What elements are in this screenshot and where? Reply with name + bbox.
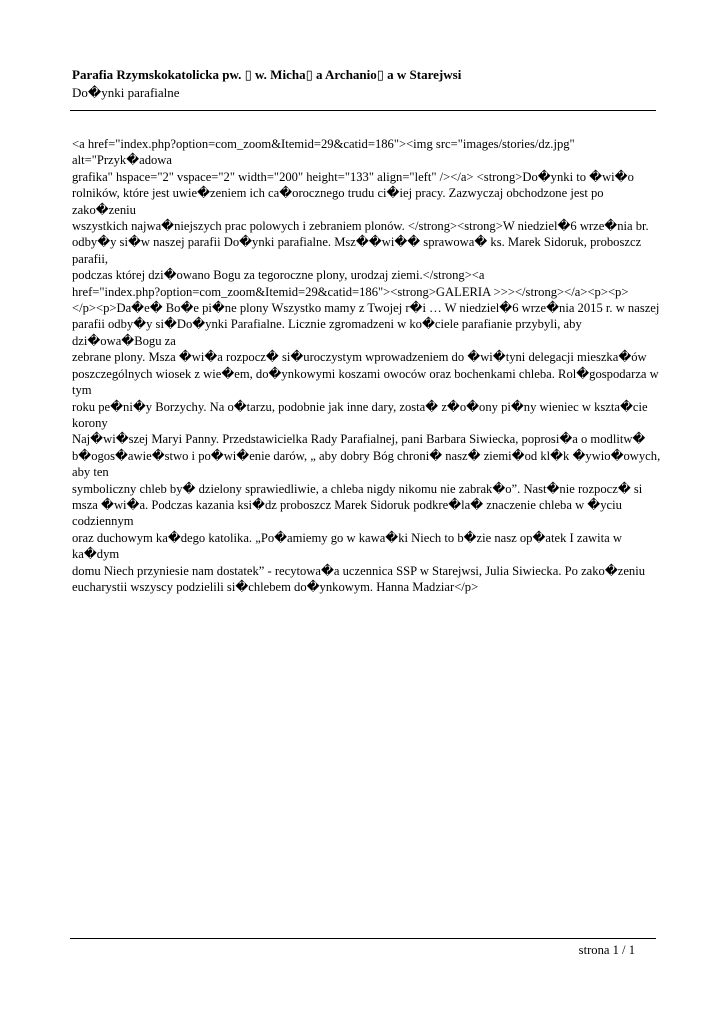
article-subtitle: Do�ynki parafialne	[72, 85, 180, 100]
body-line: grafika" hspace="2" vspace="2" width="200" height="133" align="left" /></a> <strong>Do�ynki to �wi�o	[72, 169, 634, 184]
body-line: poszczególnych wiosek z wie�em, do�ynkowymi koszami owoców oraz bochenkami chleba. Rol�gospodarza w tym	[72, 366, 659, 398]
body-line: Naj�wi�szej Maryi Panny. Przedstawicielka Rady Parafialnej, pani Barbara Siwiecka, poprosi�a o modlitw�	[72, 432, 646, 447]
body-line: podczas której dzi�owano Bogu za tegoroczne plony, urodzaj ziemi.</strong><a	[72, 268, 485, 283]
body-line: odby�y si�w naszej parafii Do�ynki parafialne. Msz��wi�� sprawowa� ks. Marek Sidoruk, proboszcz parafii,	[72, 235, 642, 266]
body-line: <a href="index.php?option=com_zoom&Itemid=29&catid=186"><img src="images/stories/dz.jpg" alt="Przyk�adowa	[72, 137, 575, 168]
document-header	[72, 66, 657, 101]
body-line: msza �wi�a. Podczas kazania ksi�dz proboszcz Marek Sidoruk podkre�la� znaczenie chleba w �yciu codziennym	[72, 497, 622, 529]
body-line: parafii odby�y si�Do�ynki Parafialne. Licznie zgromadzeni w ko�ciele parafianie przybyli, aby dzi�owa�Bogu za	[72, 317, 582, 348]
body-line: eucharystii wszyscy podzielili si�chlebem do�ynkowym. Hanna Madziar</p>	[72, 579, 479, 594]
body-line: wszystkich najwa�niejszych prac polowych i zebraniem plonów. </strong><strong>W niedziel�6 wrze�nia br.	[72, 219, 649, 234]
parish-title: Parafia Rzymskokatolicka pw. ▯ w. Micha▯ a Archanio▯ a w Starejwsi	[72, 67, 462, 82]
body-line: symboliczny chleb by� dzielony sprawiedliwie, a chleba nigdy nikomu nie zabrak�o”. Nast�nie rozpocz� si	[72, 481, 643, 496]
body-line: </p><p>Da�e� Bo�e pi�ne plony Wszystko mamy z Twojej r�i … W niedziel�6 wrze�nia 2015 r. w naszej	[72, 301, 660, 316]
page-number: strona 1 / 1	[578, 943, 635, 957]
body-line: b�ogos�awie�stwo i po�wi�enie darów, „ aby dobry Bóg chroni� nasz� ziemi�od kl�k �ywio�owych, aby ten	[72, 448, 661, 480]
article-body	[72, 136, 662, 595]
header-divider	[70, 110, 656, 111]
body-line: href="index.php?option=com_zoom&Itemid=29&catid=186"><strong>GALERIA >>></strong></a><p><p>	[72, 284, 629, 299]
body-line: domu Niech przyniesie nam dostatek” - recytowa�a uczennica SSP w Starejwsi, Julia Siwiecka. Po zako�zeniu	[72, 563, 646, 578]
body-line: oraz duchowym ka�dego katolika. „Po�amiemy go w kawa�ki Niech to b�zie nasz op�atek I zawita w ka�dym	[72, 530, 622, 562]
footer-divider	[70, 938, 656, 939]
body-line: roku pe�ni�y Borzychy. Na o�tarzu, podobnie jak inne dary, zosta� z�o�ony pi�ny wieniec w kszta�cie korony	[72, 399, 648, 430]
body-line: zebrane plony. Msza �wi�a rozpocz� si�uroczystym wprowadzeniem do �wi�tyni delegacji mieszka�ów	[72, 350, 647, 365]
body-line: rolników, które jest uwie�zeniem ich ca�orocznego trudu ci�iej pracy. Zazwyczaj obchodzone jest po zako�zeniu	[72, 186, 604, 217]
